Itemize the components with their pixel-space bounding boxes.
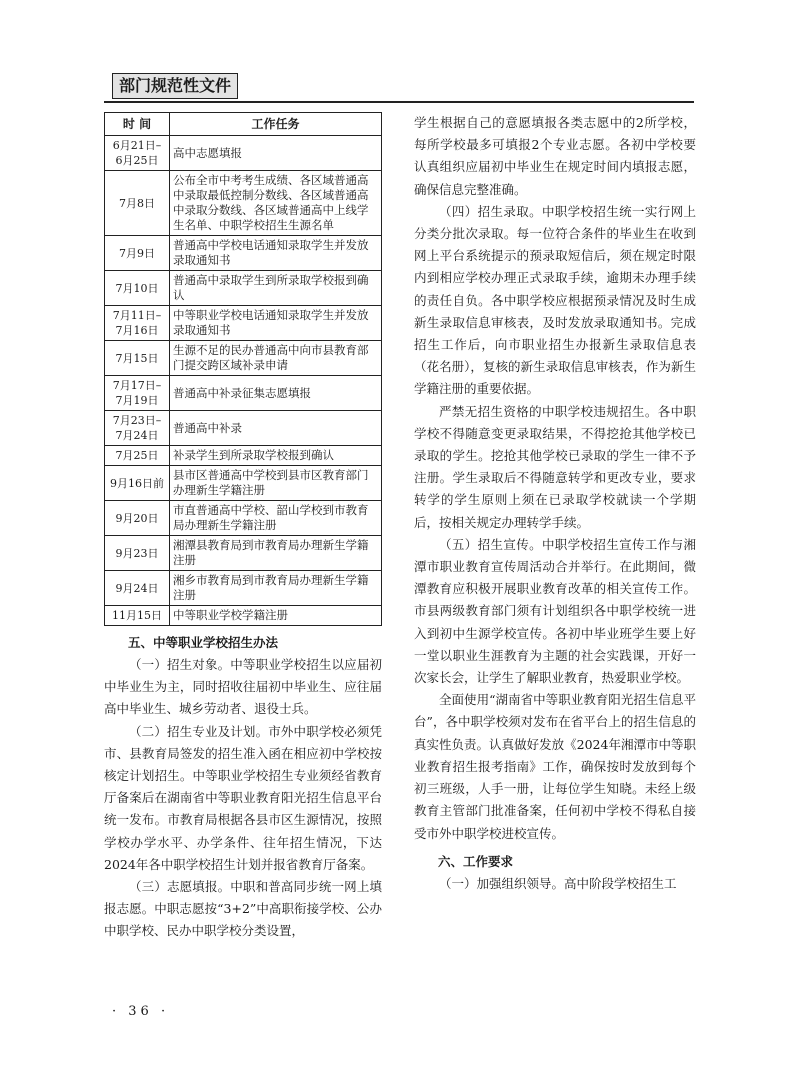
table-row [105,236,382,271]
schedule-table [104,112,382,626]
page-number: · 36 · [112,1004,170,1019]
row-date: 7月9日 [105,236,170,271]
row-task: 普通高中补录 [170,411,382,446]
column-header-date: 时 间 [105,113,170,136]
row-task: 普通高中学校电话通知录取学生并发放录取通知书 [170,236,382,271]
table-row [105,341,382,376]
row-task: 中等职业学校电话通知录取学生并发放录取通知书 [170,306,382,341]
table-row [105,271,382,306]
paragraph: 全面使用“湖南省中等职业教育阳光招生信息平台”，各中职学校须对发布在省平台上的招生信息的真实性负责。认真做好发放《2024年湘潭市中等职业教育招生报考指南》工作，确保按时发放到每个初三班级，人手一册，让每位学生知晓。未经上级教育主管部门批准备案，任何初中学校不得私自接受市外中职学校进校宣传。 [414,692,696,841]
row-task: 县市区普通高中学校到县市区教育部门办理新生学籍注册 [170,466,382,501]
row-date: 9月20日 [105,501,170,536]
row-task: 市直普通高中学校、韶山学校到市教育局办理新生学籍注册 [170,501,382,536]
table-row [105,571,382,606]
paragraph: （一）招生对象。中等职业学校招生以应届初中毕业生为主，同时招收往届初中毕业生、应往届高中毕业生、城乡劳动者、退役士兵。 [104,657,382,717]
table-row [105,466,382,501]
row-date: 6月21日– 6月25日 [105,136,170,171]
row-task: 补录学生到所录取学校报到确认 [170,446,382,466]
row-date: 7月11日– 7月16日 [105,306,170,341]
row-task: 湘乡市教育局到市教育局办理新生学籍注册 [170,571,382,606]
paragraph: 严禁无招生资格的中职学校违规招生。各中职学校不得随意变更录取结果，不得挖抢其他学校已录取的学生。挖抢其他学校已录取的学生一律不予注册。学生录取后不得随意转学和更改专业，要求转学的学生原则上须在已录取学校就读一个学期后，按相关规定办理转学手续。 [414,403,696,530]
row-date: 9月23日 [105,536,170,571]
row-task: 湘潭县教育局到市教育局办理新生学籍注册 [170,536,382,571]
table-row [105,136,382,171]
table-row [105,446,382,466]
left-column [104,112,382,943]
paragraph-continued: 学生根据自己的意愿填报各类志愿中的2所学校，每所学校最多可填报2个专业志愿。各初中学校要认真组织应届初中毕业生在规定时间内填报志愿，确保信息完整准确。 [414,115,696,197]
paragraph: （二）招生专业及计划。市外中职学校必须凭市、县教育局签发的招生准入函在相应初中学校按核定计划招生。中等职业学校招生专业须经省教育厅备案后在湖南省中等职业教育阳光招生信息平台统一发布。市教育局根据各县市区生源情况，按照学校办学水平、办学条件、往年招生情况，下达2024年各中职学校招生计划并报省教育厅备案。 [104,723,382,872]
paragraph: （四）招生录取。中职学校招生统一实行网上分类分批次录取。每一位符合条件的毕业生在收到网上平台系统提示的预录取短信后，须在规定时限内到相应学校办理正式录取手续，逾期未办理手续的责任自负。各中职学校应根据预录情况及时生成新生录取信息审核表，及时发放录取通知书。完成招生工作后，向市职业招生办报新生录取信息表（花名册），复核的新生录取信息审核表，作为新生学籍注册的重要依据。 [414,203,696,397]
row-task: 中等职业学校学籍注册 [170,606,382,626]
paragraph: （五）招生宣传。中职学校招生宣传工作与湘潭市职业教育宣传周活动合并举行。在此期间，微潭教育应积极开展职业教育改革的相关宣传工作。市县两级教育部门须有计划组织各中职学校统一进入到初中生源学校宣传。各初中毕业班学生要上好一堂以职业生涯教育为主题的社会实践课，开好一次家长会，让学生了解职业教育，热爱职业学校。 [414,536,696,686]
row-date: 11月15日 [105,606,170,626]
row-date: 7月17日– 7月19日 [105,376,170,411]
row-date: 9月16日前 [105,466,170,501]
row-date: 9月24日 [105,571,170,606]
row-date: 7月10日 [105,271,170,306]
table-row [105,376,382,411]
header-title: 部门规范性文件 [112,73,238,99]
table-row [105,171,382,236]
table-row [105,536,382,571]
table-header-row [105,113,382,136]
row-date: 7月15日 [105,341,170,376]
table-row [105,306,382,341]
row-task: 公布全市中考考生成绩、各区域普通高中录取最低控制分数线、各区域普通高中录取分数线、各区域普通高中上线学生名单、中职学校招生生源名单 [170,171,382,236]
table-row [105,606,382,626]
row-task: 生源不足的民办普通高中向市县教育部门提交跨区域补录申请 [170,341,382,376]
section-heading: 五、中等职业学校招生办法 [128,635,279,650]
row-task: 普通高中录取学生到所录取学校报到确认 [170,271,382,306]
row-task: 普通高中补录征集志愿填报 [170,376,382,411]
header-rule [104,101,694,103]
paragraph: （一）加强组织领导。高中阶段学校招生工 [439,875,677,891]
row-date: 7月8日 [105,171,170,236]
section-heading: 六、工作要求 [438,853,514,869]
paragraph: （三）志愿填报。中职和普高同步统一网上填报志愿。中职志愿按“3+2”中高职衔接学校、公办中职学校、民办中职学校分类设置， [104,879,382,939]
table-row [105,411,382,446]
row-date: 7月23日– 7月24日 [105,411,170,446]
column-header-task: 工作任务 [170,113,382,136]
right-column [414,112,696,895]
row-date: 7月25日 [105,446,170,466]
row-task: 高中志愿填报 [170,136,382,171]
table-row [105,501,382,536]
